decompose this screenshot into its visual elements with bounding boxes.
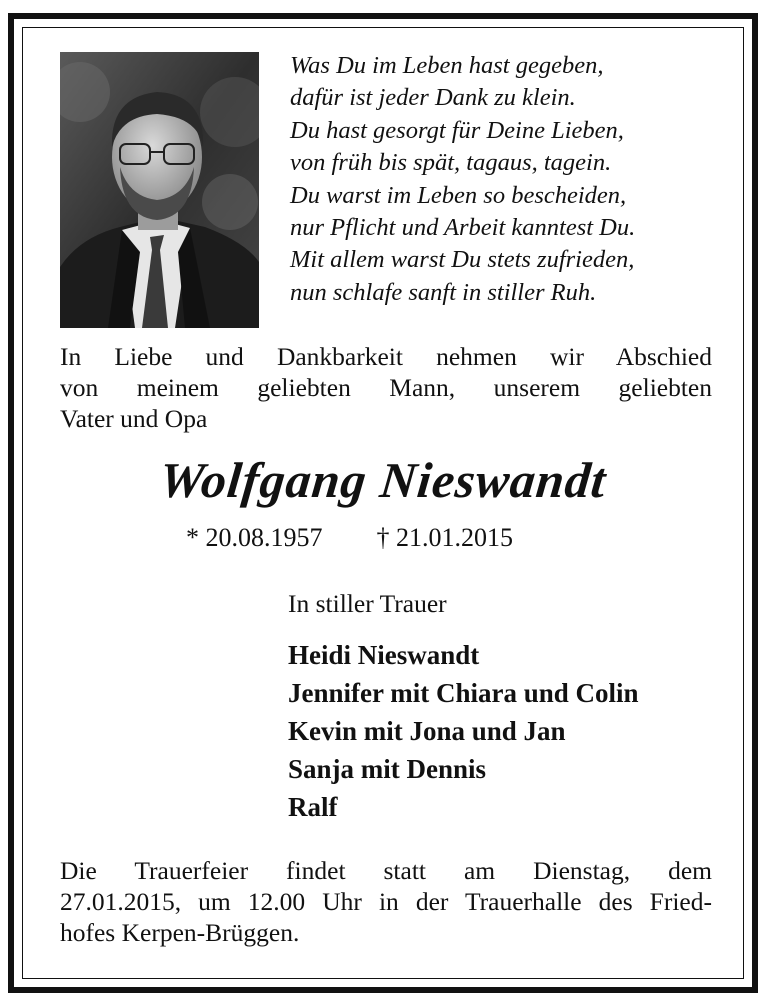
poem-line: dafür ist jeder Dank zu klein. xyxy=(290,84,576,112)
poem-line: nur Pflicht und Arbeit kanntest Du. xyxy=(290,214,636,242)
funeral-notice xyxy=(60,855,712,948)
life-dates xyxy=(186,522,513,554)
intro-line: Vater und Opa xyxy=(60,404,208,433)
funeral-line: hofes Kerpen-Brüggen. xyxy=(60,918,300,947)
funeral-line: Die Trauerfeier findet statt am Dienstag, dem xyxy=(60,856,712,885)
family-member: Kevin mit Jona und Jan xyxy=(288,716,566,746)
memorial-poem xyxy=(290,50,730,309)
poem-line: von früh bis spät, tagaus, tagein. xyxy=(290,149,612,177)
birth-date: * 20.08.1957 xyxy=(186,523,323,552)
family-member: Heidi Nieswandt xyxy=(288,640,480,670)
poem-line: Mit allem warst Du stets zufrieden, xyxy=(290,246,635,274)
family-member: Ralf xyxy=(288,792,338,822)
deceased-name: Wolfgang Nieswandt xyxy=(156,452,610,508)
intro-line: In Liebe und Dankbarkeit nehmen wir Abschied xyxy=(60,342,712,371)
intro-text xyxy=(60,341,712,434)
family-member: Jennifer mit Chiara und Colin xyxy=(288,678,639,708)
funeral-line: 27.01.2015, um 12.00 Uhr in der Trauerhalle des Fried- xyxy=(60,887,712,916)
family-member: Sanja mit Dennis xyxy=(288,754,487,784)
poem-line: Du hast gesorgt für Deine Lieben, xyxy=(290,116,624,144)
poem-line: nun schlafe sanft in stiller Ruh. xyxy=(290,278,597,306)
portrait-photo xyxy=(60,52,259,328)
intro-line: von meinem geliebten Mann, unserem geliebten xyxy=(60,373,712,402)
mourning-line: In stiller Trauer xyxy=(288,589,447,618)
family-list xyxy=(288,636,639,826)
poem-line: Du warst im Leben so bescheiden, xyxy=(290,181,627,209)
death-date: † 21.01.2015 xyxy=(376,523,513,552)
poem-line: Was Du im Leben hast gegeben, xyxy=(290,52,604,79)
